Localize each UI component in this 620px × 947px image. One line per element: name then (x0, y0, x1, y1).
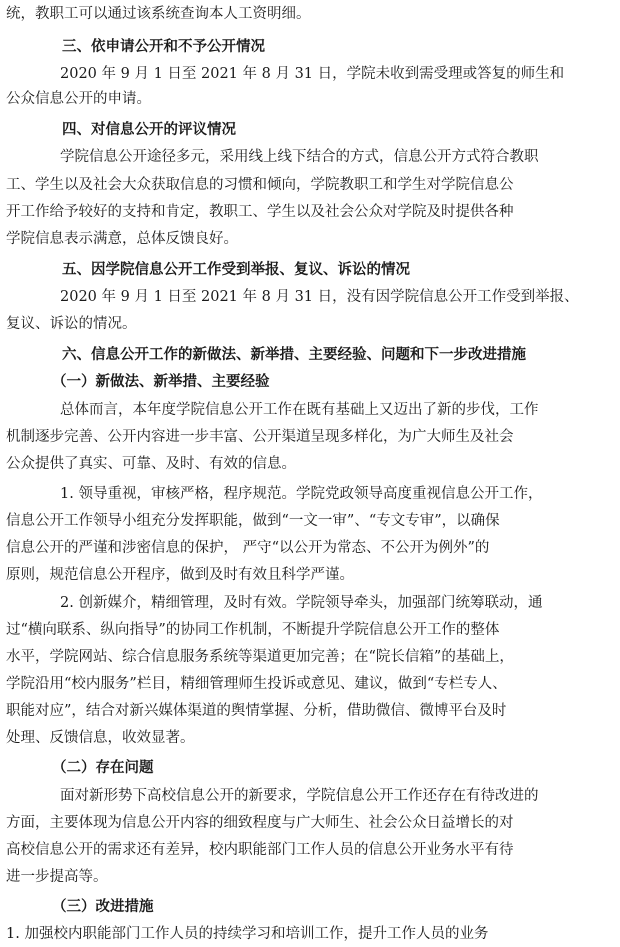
paragraph-line: 过“横向联系、纵向指导”的协同工作机制，不断提升学院信息公开工作的整体 (6, 622, 500, 638)
paragraph-line: 进一步提高等。 (6, 869, 108, 885)
paragraph-line: 处理、反馈信息，收效显著。 (6, 730, 195, 746)
paragraph-line: 统，教职工可以通过该系统查询本人工资明细。 (6, 6, 311, 22)
section-heading: （二）存在问题 (52, 760, 154, 776)
section-heading: （一）新做法、新举措、主要经验 (52, 374, 270, 390)
paragraph-line: 公众信息公开的申请。 (6, 91, 151, 107)
paragraph-line: 2020 年 9 月 1 日至 2021 年 8 月 31 日，没有因学院信息公开工作受到举报、 (60, 289, 579, 305)
paragraph-line: 公众提供了真实、可靠、及时、有效的信息。 (6, 456, 296, 472)
paragraph-line: 信息公开工作领导小组充分发挥职能，做到“一文一审”、“专文专审”，以确保 (6, 513, 500, 529)
paragraph-line: 学院信息表示满意，总体反馈良好。 (6, 231, 238, 247)
paragraph-line: 工、学生以及社会大众获取信息的习惯和倾向，学院教职工和学生对学院信息公 (6, 177, 514, 193)
section-heading: （三）改进措施 (52, 899, 154, 915)
section-heading: 三、依申请公开和不予公开情况 (62, 39, 265, 55)
section-heading: 五、因学院信息公开工作受到举报、复议、诉讼的情况 (62, 262, 410, 278)
paragraph-line: 2. 创新媒介，精细管理，及时有效。学院领导牵头，加强部门统筹联动，通 (60, 595, 543, 611)
paragraph-line: 学院沿用“校内服务”栏目，精细管理师生投诉或意见、建议，做到“专栏专人、 (6, 676, 507, 692)
paragraph-line: 原则，规范信息公开程序，做到及时有效且科学严谨。 (6, 567, 354, 583)
paragraph-line: 1. 加强校内职能部门工作人员的持续学习和培训工作，提升工作人员的业务 (6, 926, 489, 942)
paragraph-line: 方面，主要体现为信息公开内容的细致程度与广大师生、社会公众日益增长的对 (6, 815, 514, 831)
paragraph-line: 学院信息公开途径多元，采用线上线下结合的方式，信息公开方式符合教职 (60, 149, 539, 165)
paragraph-line: 机制逐步完善、公开内容进一步丰富、公开渠道呈现多样化，为广大师生及社会 (6, 429, 514, 445)
paragraph-line: 1. 领导重视，审核严格，程序规范。学院党政领导高度重视信息公开工作， (60, 486, 543, 502)
paragraph-line: 2020 年 9 月 1 日至 2021 年 8 月 31 日，学院未收到需受理或答复的师生和 (60, 66, 565, 82)
paragraph-line: 高校信息公开的需求还有差异，校内职能部门工作人员的信息公开业务水平有待 (6, 842, 514, 858)
paragraph-line: 信息公开的严谨和涉密信息的保护， 严守“以公开为常态、不公开为例外”的 (6, 540, 490, 556)
paragraph-line: 水平，学院网站、综合信息服务系统等渠道更加完善；在“院长信箱”的基础上， (6, 649, 514, 665)
paragraph-line: 总体而言，本年度学院信息公开工作在既有基础上又迈出了新的步伐，工作 (60, 402, 539, 418)
section-heading: 四、对信息公开的评议情况 (62, 122, 236, 138)
paragraph-line: 职能对应”，结合对新兴媒体渠道的舆情掌握、分析，借助微信、微博平台及时 (6, 703, 507, 719)
paragraph-line: 开工作给予较好的支持和肯定，教职工、学生以及社会公众对学院及时提供各种 (6, 204, 514, 220)
section-heading: 六、信息公开工作的新做法、新举措、主要经验、问题和下一步改进措施 (62, 347, 526, 363)
paragraph-line: 复议、诉讼的情况。 (6, 316, 137, 332)
paragraph-line: 面对新形势下高校信息公开的新要求，学院信息公开工作还存在有待改进的 (60, 788, 539, 804)
